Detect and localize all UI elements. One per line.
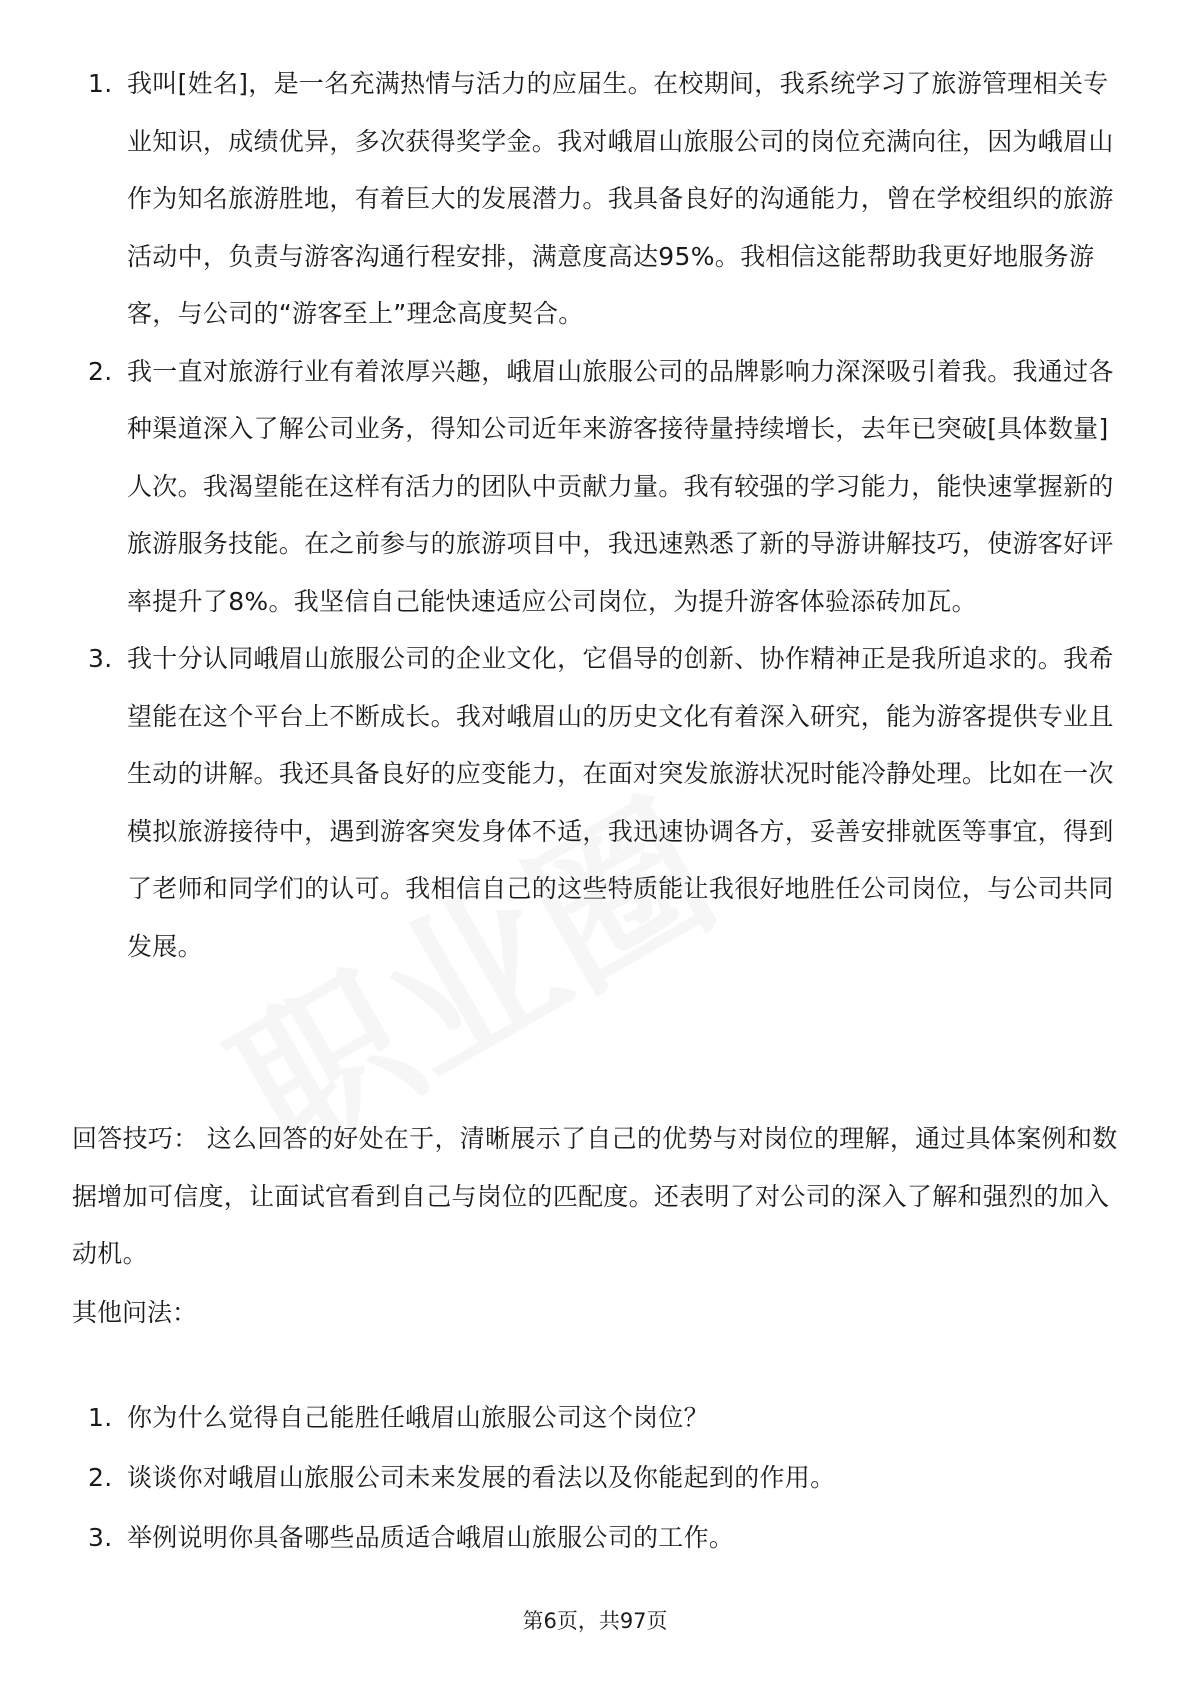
other-question-item-1 xyxy=(85,1388,1130,1448)
answer-item-1 xyxy=(85,55,1130,343)
tips-label: 回答技巧： xyxy=(72,1124,199,1153)
answer-list xyxy=(85,55,1130,975)
page-footer: 第6页，共97页 xyxy=(522,1609,668,1633)
list-number: 1. xyxy=(88,1403,113,1432)
other-question-item-3 xyxy=(85,1508,1130,1568)
list-number: 2. xyxy=(88,356,113,386)
answer-item-3 xyxy=(85,630,1130,975)
answer-tips-paragraph xyxy=(72,1110,1130,1283)
list-number: 2. xyxy=(88,1463,113,1492)
answer-item-2 xyxy=(85,343,1130,631)
other-question-item-2 xyxy=(85,1448,1130,1508)
other-questions-heading: 其他问法： xyxy=(72,1298,198,1327)
answer-text: 我叫[姓名]，是一名充满热情与活力的应届生。在校期间，我系统学习了旅游管理相关专业知识，成绩优异，多次获得奖学金。我对峨眉山旅服公司的岗位充满向往，因为峨眉山作为知名旅游胜地，有着巨大的发展潜力。我具备良好的沟通能力，曾在学校组织的旅游活动中，负责与游客沟通行程安排，满意度高达95%。我相信这能帮助我更好地服务游客，与公司的“游客至上”理念高度契合。 xyxy=(127,69,1114,328)
list-number: 1. xyxy=(88,69,113,98)
other-question-text: 谈谈你对峨眉山旅服公司未来发展的看法以及你能起到的作用。 xyxy=(127,1463,836,1492)
other-question-text: 举例说明你具备哪些品质适合峨眉山旅服公司的工作。 xyxy=(127,1523,735,1552)
list-number: 3. xyxy=(88,644,113,673)
answer-text: 我十分认同峨眉山旅服公司的企业文化，它倡导的创新、协作精神正是我所追求的。我希望能在这个平台上不断成长。我对峨眉山的历史文化有着深入研究，能为游客提供专业且生动的讲解。我还具备良好的应变能力，在面对突发旅游状况时能冷静处理。比如在一次模拟旅游接待中，遇到游客突发身体不适，我迅速协调各方，妥善安排就医等事宜，得到了老师和同学们的认可。我相信自己的这些特质能让我很好地胜任公司岗位，与公司共同发展。 xyxy=(127,644,1114,961)
list-number: 3. xyxy=(88,1523,113,1552)
answer-text: 我一直对旅游行业有着浓厚兴趣，峨眉山旅服公司的品牌影响力深深吸引着我。我通过各种渠道深入了解公司业务，得知公司近年来游客接待量持续增长，去年已突破[具体数量]人次。我渴望能在这样有活力的团队中贡献力量。我有较强的学习能力，能快速掌握新的旅游服务技能。在之前参与的旅游项目中，我迅速熟悉了新的导游讲解技巧，使游客好评率提升了8%。我坚信自己能快速适应公司岗位，为提升游客体验添砖加瓦。 xyxy=(127,356,1114,616)
tips-text: 这么回答的好处在于，清晰展示了自己的优势与对岗位的理解，通过具体案例和数据增加可信度，让面试官看到自己与岗位的匹配度。还表明了对公司的深入了解和强烈的加入动机。 xyxy=(72,1124,1118,1268)
other-questions-list xyxy=(85,1388,1130,1568)
other-question-text: 你为什么觉得自己能胜任峨眉山旅服公司这个岗位？ xyxy=(127,1403,709,1432)
